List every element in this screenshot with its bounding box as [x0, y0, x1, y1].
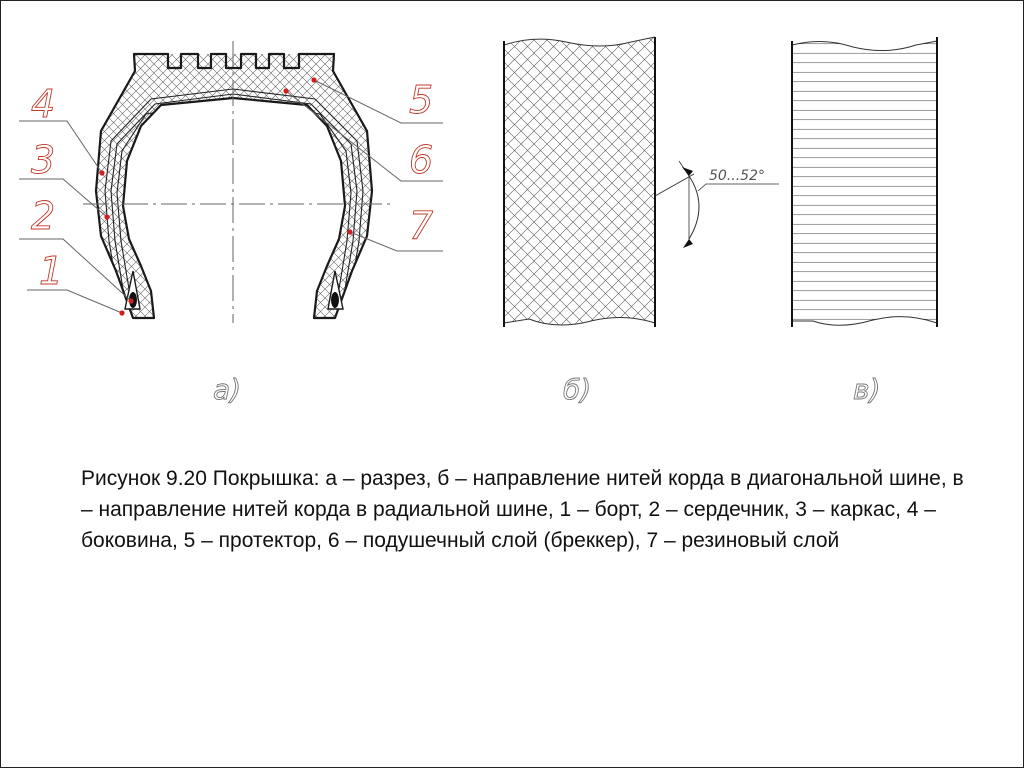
panel-label-v: в)	[853, 373, 881, 406]
dot-1	[119, 310, 124, 315]
angle-arc	[689, 176, 699, 239]
leader-1	[27, 290, 122, 313]
callout-7: 7	[409, 204, 434, 248]
dot-4	[99, 170, 104, 175]
callout-5: 5	[409, 78, 434, 122]
dot-5	[311, 77, 316, 82]
ply-line-2	[111, 94, 357, 301]
callout-2: 2	[31, 194, 56, 238]
callout-labels	[31, 78, 433, 293]
radial-cord-fill	[792, 41, 937, 325]
diagonal-cord-fill	[504, 37, 655, 325]
radial-cord-panel	[792, 37, 937, 327]
dot-3	[104, 214, 109, 219]
callout-4: 4	[31, 82, 56, 126]
diagonal-cord-panel	[504, 37, 655, 327]
dot-2	[128, 298, 133, 303]
callout-6: 6	[409, 138, 434, 182]
angle-extension-upper	[655, 174, 694, 196]
bead-wire-right	[331, 292, 339, 308]
dot-6	[283, 88, 288, 93]
panel-label-b: б)	[563, 373, 592, 406]
callout-leaders	[19, 80, 443, 313]
callout-3: 3	[31, 138, 56, 182]
ply-line-3	[117, 101, 351, 301]
tire-section	[83, 41, 393, 323]
angle-label: 50...52°	[709, 168, 765, 184]
dot-7	[347, 229, 352, 234]
panel-label-a: а)	[213, 373, 242, 406]
figure-caption: Рисунок 9.20 Покрышка: а – разрез, б – направление нитей корда в диагональной шине, в – направление нитей корда в радиальной шине, 1 – борт, 2 – сердечник, 3 – каркас, 4 – боковина, 5 – протектор, 6 – подушечный слой (бреккер), 7 – резиновый слой	[81, 467, 964, 552]
angle-dimension	[655, 161, 779, 248]
angle-arrow-bottom	[683, 239, 693, 248]
callout-1: 1	[39, 249, 64, 293]
angle-arrow-top	[682, 167, 693, 176]
angle-leader	[698, 184, 779, 191]
figure-canvas	[1, 1, 1024, 769]
